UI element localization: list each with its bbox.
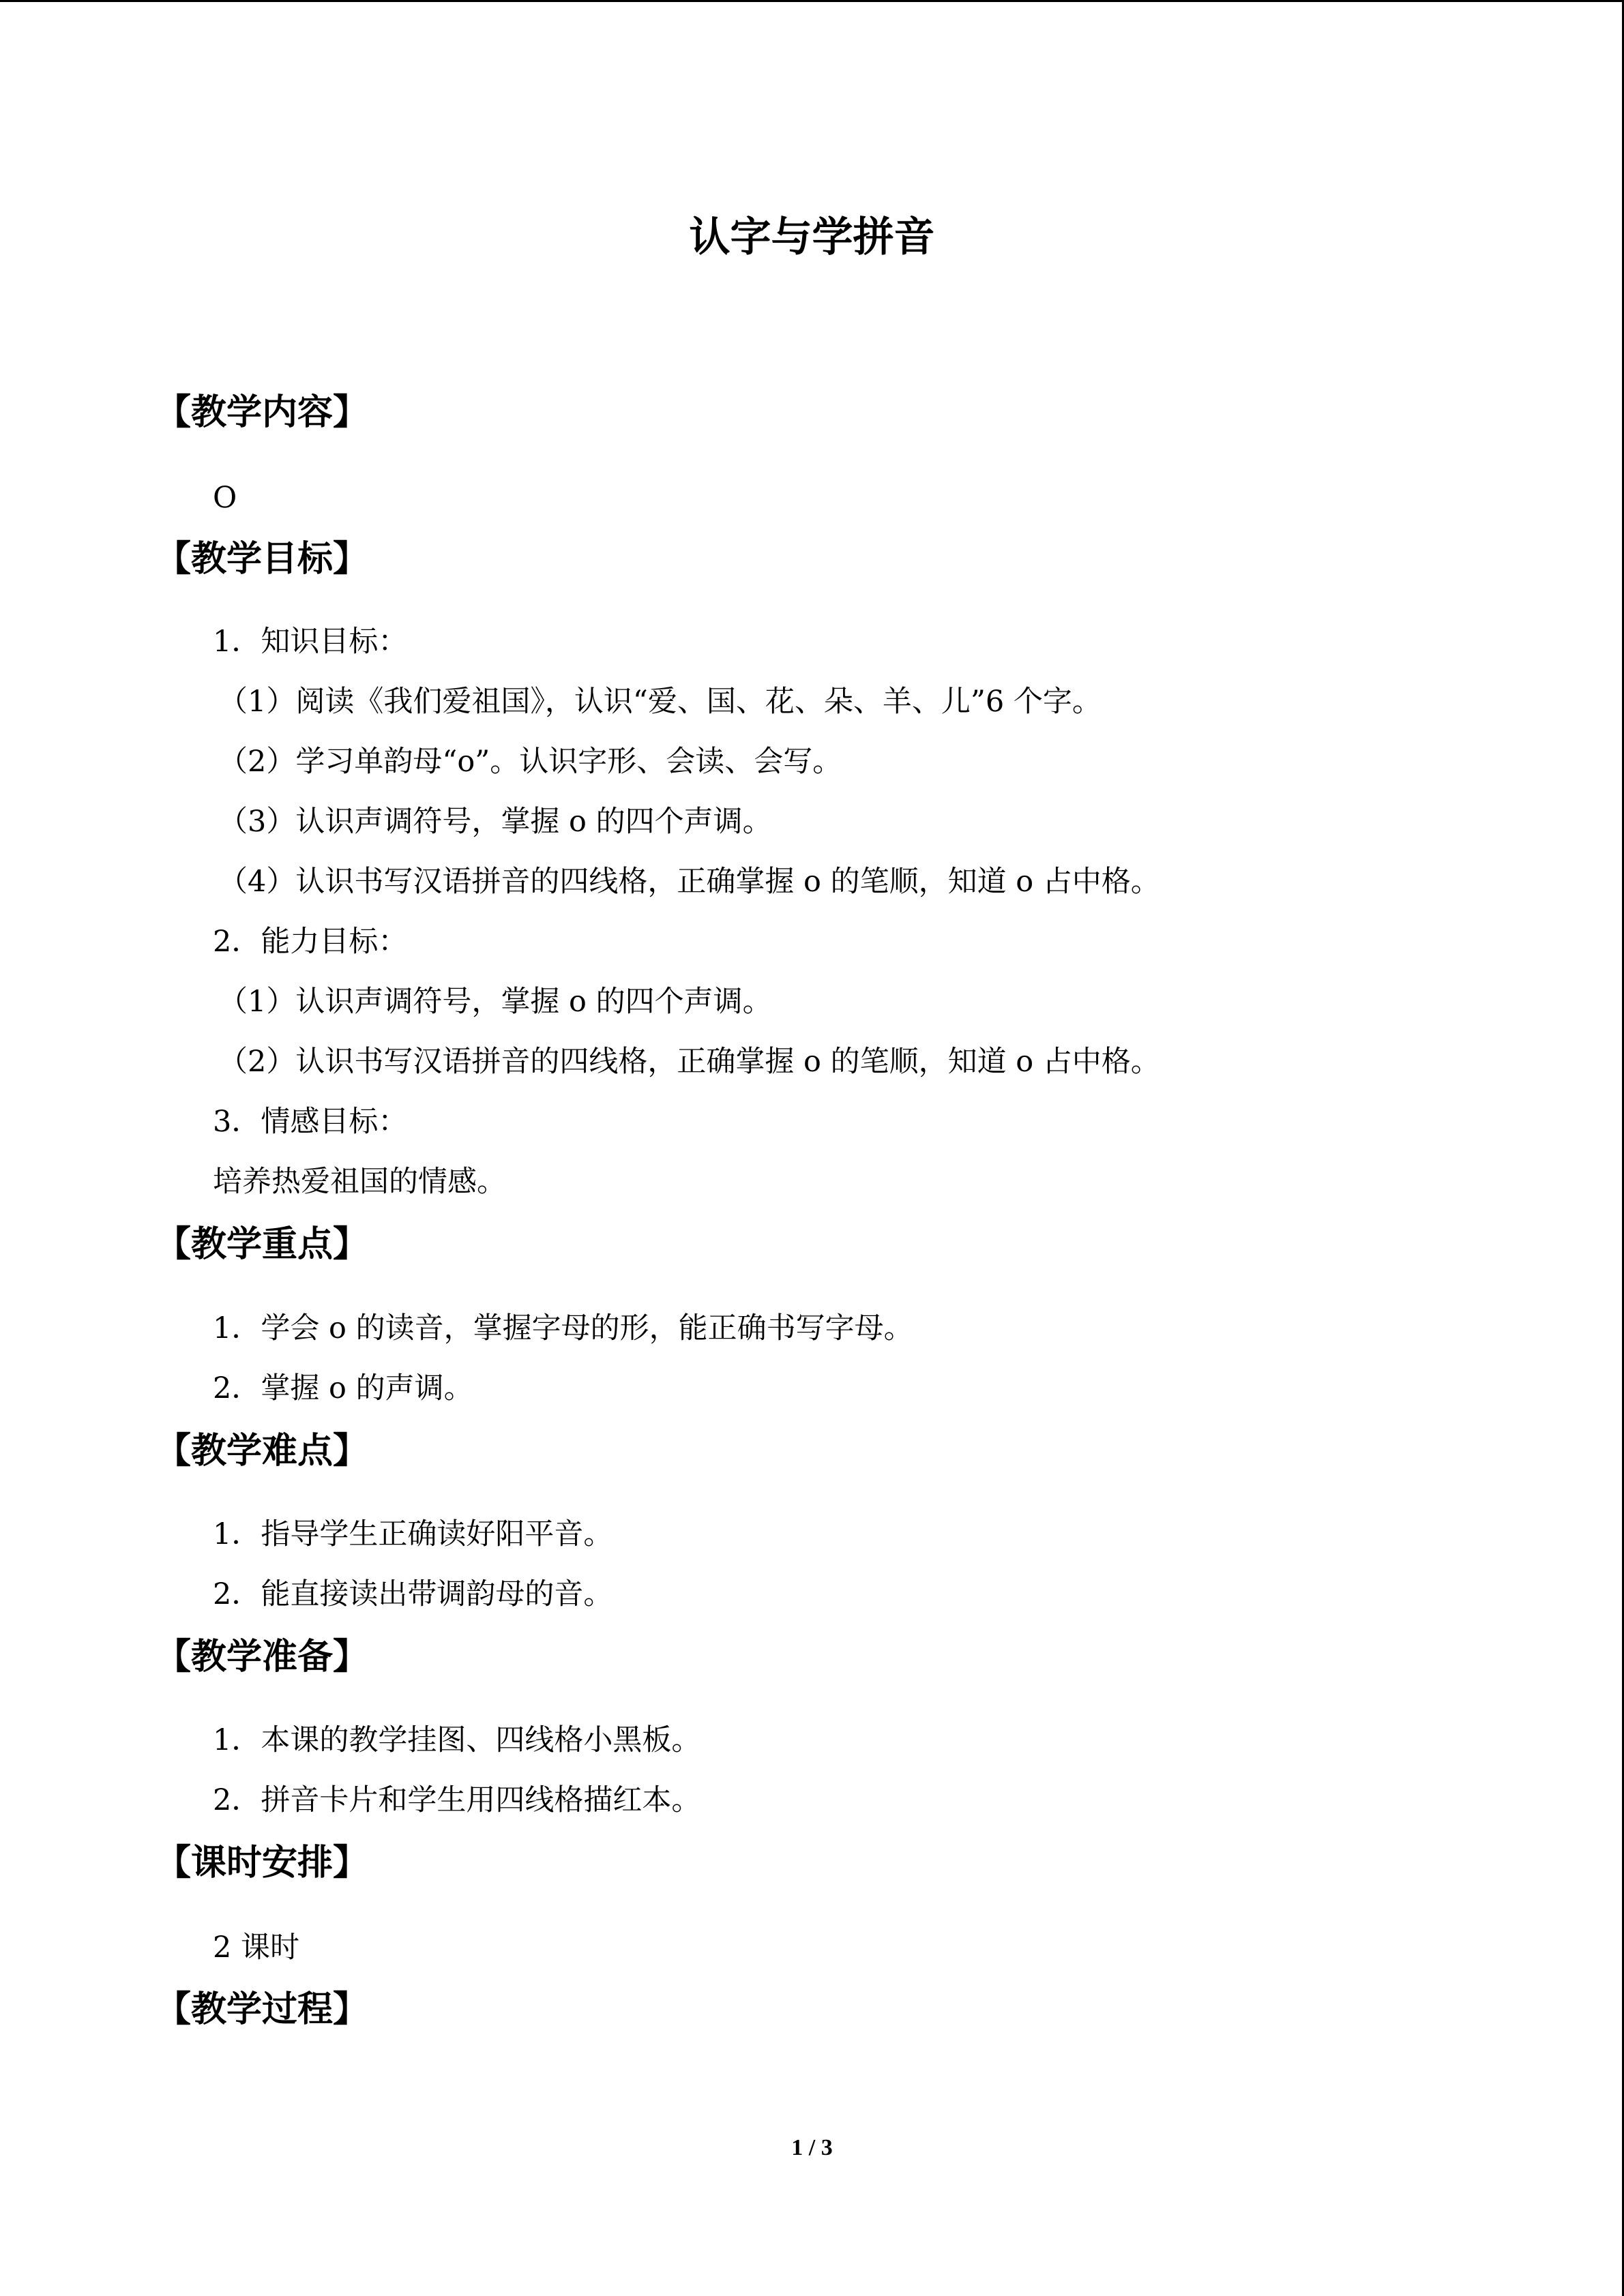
difficulty-line: 2．能直接读出带调韵母的音。	[213, 1577, 613, 1611]
goal-line: 3．情感目标：	[213, 1105, 408, 1139]
heading-schedule: 【课时安排】	[156, 1843, 369, 1883]
preparation-line: 2．拼音卡片和学生用四线格描红本。	[213, 1783, 701, 1817]
page-border-top	[0, 0, 1624, 2]
goal-line: （1）认识声调符号，掌握 o 的四个声调。	[218, 985, 772, 1019]
page-number: 1 / 3	[791, 2135, 833, 2160]
goal-line: （2）学习单韵母“o”。认识字形、会读、会写。	[218, 745, 842, 779]
heading-process: 【教学过程】	[156, 1989, 369, 2030]
goal-line: 1．知识目标：	[213, 625, 408, 659]
heading-difficulties: 【教学难点】	[156, 1431, 369, 1472]
goal-line: （2）认识书写汉语拼音的四线格，正确掌握 o 的笔顺，知道 o 占中格。	[218, 1045, 1160, 1079]
goal-line: （3）认识声调符号，掌握 o 的四个声调。	[218, 805, 772, 839]
heading-content: 【教学内容】	[156, 392, 369, 433]
goal-line: 培养热爱祖国的情感。	[213, 1165, 506, 1199]
key-point-line: 1．学会 o 的读音，掌握字母的形，能正确书写字母。	[213, 1311, 913, 1345]
difficulty-line: 1．指导学生正确读好阳平音。	[213, 1517, 613, 1551]
preparation-line: 1．本课的教学挂图、四线格小黑板。	[213, 1723, 701, 1757]
key-point-line: 2．掌握 o 的声调。	[213, 1371, 473, 1405]
goal-line: （4）认识书写汉语拼音的四线格，正确掌握 o 的笔顺，知道 o 占中格。	[218, 865, 1160, 899]
heading-preparation: 【教学准备】	[156, 1637, 369, 1678]
heading-goals: 【教学目标】	[156, 539, 369, 580]
goal-line: （1）阅读《我们爱祖国》，认识“爱、国、花、朵、羊、儿”6 个字。	[218, 685, 1102, 719]
content-line: O	[213, 481, 237, 515]
page-title: 认字与学拼音	[689, 213, 935, 261]
heading-key-points: 【教学重点】	[156, 1224, 369, 1265]
goal-line: 2．能力目标：	[213, 925, 408, 959]
schedule-line: 2 课时	[213, 1930, 300, 1965]
